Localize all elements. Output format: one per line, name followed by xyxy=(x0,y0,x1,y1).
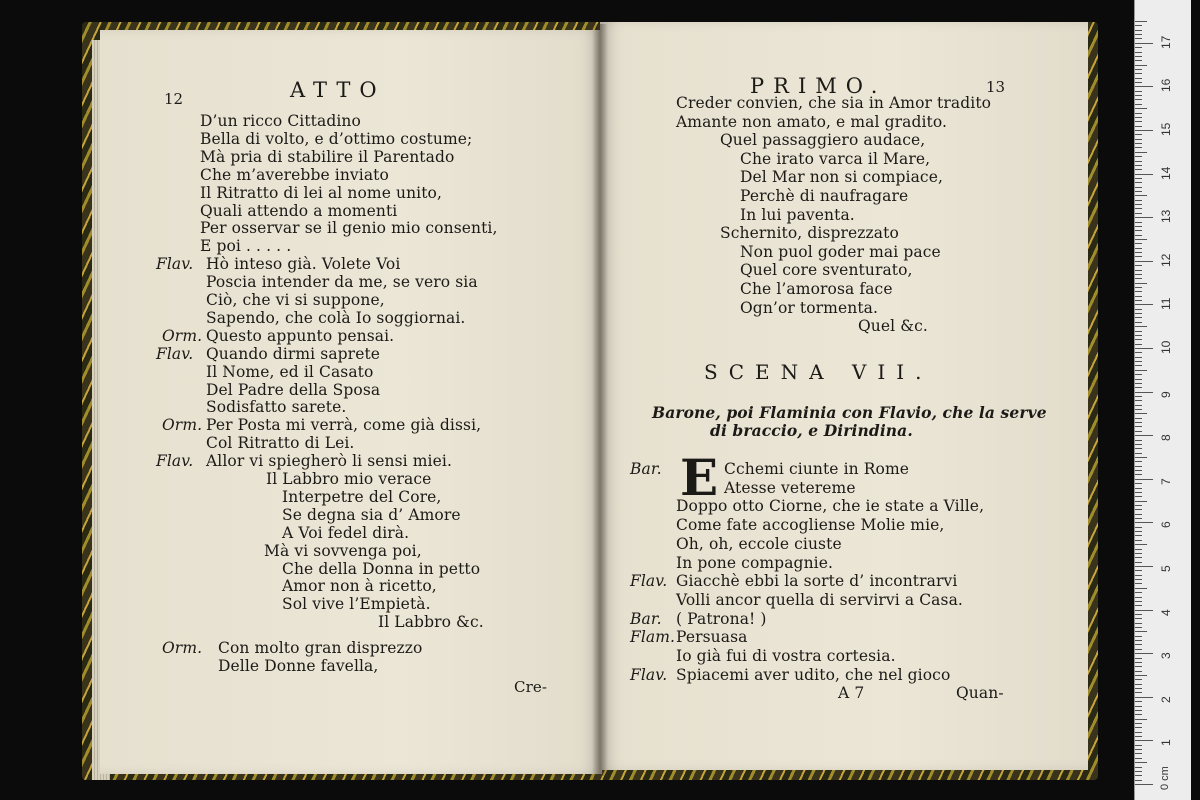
ruler-tick xyxy=(1135,597,1142,598)
verse-line: Del Mar non si compiace, xyxy=(740,168,944,187)
verse-line: Per Posta mi verrà, come già dissi, xyxy=(206,416,482,435)
ruler-number: 5 xyxy=(1159,565,1173,572)
ruler-tick xyxy=(1135,78,1142,79)
ruler-tick xyxy=(1135,165,1142,166)
dialogue-line: Giacchè ebbi la sorte d’ incontrarvi xyxy=(676,572,958,591)
ruler-tick xyxy=(1135,535,1142,536)
ruler-number: 2 xyxy=(1159,696,1173,703)
ruler-tick xyxy=(1135,409,1142,410)
verse-line: Se degna sia d’ Amore xyxy=(282,505,461,524)
verse-line: Col Ritratto di Lei. xyxy=(206,434,355,453)
ruler-tick xyxy=(1135,453,1142,454)
verse-line: Allor vi spiegherò li sensi miei. xyxy=(206,452,452,471)
left-catchword: Cre- xyxy=(514,678,547,696)
ruler-tick xyxy=(1135,653,1153,654)
ruler-number: 12 xyxy=(1159,253,1173,267)
verse-line: Perchè di naufragare xyxy=(740,187,909,205)
verse-line: Quel &c. xyxy=(858,317,928,336)
ruler-tick xyxy=(1135,658,1142,659)
ruler-tick xyxy=(1135,357,1142,358)
dialogue-line: In pone compagnie. xyxy=(676,553,834,572)
ruler-tick xyxy=(1135,69,1142,70)
dialogue-line: Come fate accogliense Molie mie, xyxy=(676,516,945,535)
ruler-tick xyxy=(1135,243,1142,244)
ruler-tick xyxy=(1135,771,1142,772)
ruler-tick xyxy=(1135,169,1142,170)
ruler-tick xyxy=(1135,52,1142,53)
ruler-tick xyxy=(1135,60,1142,61)
ruler-tick xyxy=(1135,156,1142,157)
verse-line: Schernito, disprezzato xyxy=(720,224,899,243)
ruler-tick xyxy=(1135,592,1142,593)
ruler-number: 9 xyxy=(1159,390,1173,398)
speaker-label: Flam. xyxy=(630,628,676,647)
ruler-tick xyxy=(1135,492,1142,493)
verse-line: Quel core sventurato, xyxy=(740,261,913,280)
ruler-tick xyxy=(1135,527,1142,528)
ruler-tick xyxy=(1135,684,1142,685)
ruler-number: 13 xyxy=(1159,209,1173,224)
ruler-tick xyxy=(1135,749,1142,750)
ruler-tick xyxy=(1135,56,1142,57)
ruler-tick xyxy=(1135,86,1153,87)
ruler-tick xyxy=(1135,104,1142,105)
verse-line: Il Nome, ed il Casato xyxy=(206,362,374,381)
ruler-number: 8 xyxy=(1159,434,1173,442)
ruler-tick xyxy=(1135,200,1142,201)
ruler-tick xyxy=(1135,418,1142,419)
ruler-tick xyxy=(1135,745,1142,746)
ruler-tick xyxy=(1135,278,1142,279)
ruler-tick xyxy=(1135,95,1142,96)
ruler-tick xyxy=(1135,30,1142,31)
speaker-label: Bar. xyxy=(630,609,662,628)
ruler-tick xyxy=(1135,204,1142,205)
ruler-tick xyxy=(1135,583,1142,584)
ruler-tick xyxy=(1135,679,1142,680)
ruler-tick xyxy=(1135,182,1142,183)
ruler-tick xyxy=(1135,732,1142,733)
ruler-tick xyxy=(1135,736,1142,737)
ruler-tick xyxy=(1135,710,1142,711)
left-page-number: 12 xyxy=(164,90,184,108)
ruler-tick xyxy=(1135,719,1147,720)
ruler-tick xyxy=(1135,213,1142,214)
ruler-tick xyxy=(1135,130,1153,131)
ruler-tick xyxy=(1135,727,1142,728)
speaker-label: Flav. xyxy=(156,255,194,274)
ruler-tick xyxy=(1135,139,1142,140)
ruler-tick xyxy=(1135,348,1153,349)
verse-line: Il Labbro mio verace xyxy=(266,470,432,488)
ruler-tick xyxy=(1135,178,1142,179)
ruler-tick xyxy=(1135,73,1142,74)
dialogue-line: Volli ancor quella di servirvi a Casa. xyxy=(676,590,963,609)
speaker-label: Flav. xyxy=(630,665,668,684)
verse-line: Ciò, che vi si suppone, xyxy=(206,291,385,309)
verse-line: Mà pria di stabilire il Parentado xyxy=(200,147,455,166)
verse-line: Mà vi sovvenga poi, xyxy=(264,541,422,560)
ruler-tick xyxy=(1135,701,1142,702)
ruler-tick xyxy=(1135,784,1153,785)
dialogue-line: ( Patrona! ) xyxy=(676,609,767,628)
ruler-tick xyxy=(1135,780,1142,781)
ruler-tick xyxy=(1135,317,1142,318)
ruler-tick xyxy=(1135,540,1142,541)
verse-line: Che l’amorosa face xyxy=(740,280,893,298)
ruler-tick xyxy=(1135,775,1142,776)
ruler-tick xyxy=(1135,400,1142,401)
ruler-tick xyxy=(1135,38,1142,39)
ruler-tick xyxy=(1135,706,1142,707)
ruler-tick xyxy=(1135,222,1142,223)
ruler-tick xyxy=(1135,440,1142,441)
scene-title: SCENA VII. xyxy=(704,360,933,384)
ruler-tick xyxy=(1135,496,1142,497)
verse-line: Interpetre del Core, xyxy=(282,487,442,506)
ruler-tick xyxy=(1135,379,1142,380)
ruler-tick xyxy=(1135,570,1142,571)
ruler-tick xyxy=(1135,274,1142,275)
verse-line: Del Padre della Sposa xyxy=(206,380,381,399)
verse-line: Con molto gran disprezzo xyxy=(218,639,423,658)
verse-line: Quando dirmi saprete xyxy=(206,344,381,363)
ruler-tick xyxy=(1135,588,1147,589)
verse-line: Delle Donne favella, xyxy=(218,657,379,675)
ruler-number: 11 xyxy=(1159,297,1173,311)
verse-line: Sodisfatto sarete. xyxy=(206,398,347,417)
verse-line: In lui paventa. xyxy=(740,205,855,224)
ruler-tick xyxy=(1135,618,1142,619)
ruler-tick xyxy=(1135,161,1142,162)
ruler-tick xyxy=(1135,649,1142,650)
verse-line: D’un ricco Cittadino xyxy=(200,112,361,130)
ruler-tick xyxy=(1135,531,1142,532)
dialogue-line: Spiacemi aver udito, che nel gioco xyxy=(676,665,951,684)
verse-line: E poi . . . . . xyxy=(200,237,292,256)
verse-line: Per osservar se il genio mio consenti, xyxy=(200,219,498,238)
ruler-tick xyxy=(1135,644,1142,645)
verse-line: Che m’averebbe inviato xyxy=(200,165,389,184)
verse-line: Creder convien, che sia in Amor tradito xyxy=(676,94,992,112)
ruler-tick xyxy=(1135,723,1142,724)
ruler-tick xyxy=(1135,627,1142,628)
ruler-tick xyxy=(1135,466,1142,467)
ruler-number: 15 xyxy=(1159,122,1173,136)
ruler-tick xyxy=(1135,43,1153,44)
dialogue-line: Persuasa xyxy=(676,628,748,647)
ruler-tick xyxy=(1135,544,1147,545)
verse-line: Il Ritratto di lei al nome unito, xyxy=(200,183,442,202)
ruler-tick xyxy=(1135,740,1153,741)
ruler-tick xyxy=(1135,575,1142,576)
ruler-tick xyxy=(1135,553,1142,554)
ruler-number: 10 xyxy=(1159,340,1173,354)
ruler-tick xyxy=(1135,265,1142,266)
ruler-number: 6 xyxy=(1159,521,1173,529)
drop-cap: E xyxy=(680,448,719,507)
speaker-label: Flav. xyxy=(156,344,194,363)
ruler-tick xyxy=(1135,448,1142,449)
ruler-number: 7 xyxy=(1159,478,1173,485)
ruler-tick xyxy=(1135,431,1142,432)
ruler-tick xyxy=(1135,374,1142,375)
ruler-tick xyxy=(1135,697,1153,698)
ruler-tick xyxy=(1135,753,1142,754)
ruler-tick xyxy=(1135,335,1142,336)
ruler-tick xyxy=(1135,235,1142,236)
verse-line: Quali attendo a momenti xyxy=(200,201,398,220)
ruler-tick xyxy=(1135,435,1153,436)
ruler-tick xyxy=(1135,99,1142,100)
ruler-tick xyxy=(1135,300,1142,301)
ruler-tick xyxy=(1135,91,1142,92)
signature-mark: A 7 xyxy=(838,684,865,702)
ruler-tick xyxy=(1135,631,1147,632)
ruler-tick xyxy=(1135,309,1142,310)
ruler-tick xyxy=(1135,640,1142,641)
speaker-label: Orm. xyxy=(162,416,203,435)
ruler-tick xyxy=(1135,579,1142,580)
ruler-tick xyxy=(1135,296,1142,297)
book-gutter xyxy=(592,24,608,776)
ruler-tick xyxy=(1135,47,1142,48)
dialogue-line: Io già fui di vostra cortesia. xyxy=(676,647,896,665)
ruler-tick xyxy=(1135,470,1142,471)
ruler-tick xyxy=(1135,666,1142,667)
ruler-tick xyxy=(1135,483,1142,484)
left-page xyxy=(100,30,602,774)
ruler-tick xyxy=(1135,25,1142,26)
ruler-tick xyxy=(1135,339,1142,340)
ruler-tick xyxy=(1135,383,1142,384)
ruler-number: 16 xyxy=(1159,79,1173,93)
ruler-tick xyxy=(1135,762,1147,763)
ruler-tick xyxy=(1135,396,1142,397)
ruler-tick xyxy=(1135,217,1153,218)
ruler-tick xyxy=(1135,562,1142,563)
ruler-tick xyxy=(1135,623,1142,624)
dialogue-line: Doppo otto Ciorne, che ie state a Ville, xyxy=(676,497,985,516)
verse-line: Sapendo, che colà Io soggiornai. xyxy=(206,308,466,327)
ruler-tick xyxy=(1135,636,1142,637)
speaker-label: Bar. xyxy=(630,460,662,478)
ruler-number: 14 xyxy=(1159,166,1173,180)
ruler-tick xyxy=(1135,113,1142,114)
verse-line: Ogn’or tormenta. xyxy=(740,298,879,317)
ruler-tick xyxy=(1135,509,1142,510)
ruler-tick xyxy=(1135,261,1153,262)
ruler-tick xyxy=(1135,605,1142,606)
ruler-number: 3 xyxy=(1159,652,1173,660)
verse-line: Che della Donna in petto xyxy=(282,559,481,578)
ruler-number: 1 xyxy=(1159,739,1173,747)
ruler-tick xyxy=(1135,121,1142,122)
ruler-tick xyxy=(1135,692,1142,693)
ruler-tick xyxy=(1135,256,1142,257)
ruler-tick xyxy=(1135,331,1142,332)
ruler-unit-label: 0 cm xyxy=(1159,766,1171,790)
ruler-tick xyxy=(1135,522,1153,523)
verse-line: Questo appunto pensai. xyxy=(206,326,395,345)
right-page-number: 13 xyxy=(986,78,1006,96)
verse-line: Non puol goder mai pace xyxy=(740,242,941,261)
ruler-tick xyxy=(1135,671,1142,672)
right-catchword: Quan- xyxy=(956,684,1004,702)
ruler-tick xyxy=(1135,230,1142,231)
ruler-tick xyxy=(1135,392,1153,393)
ruler-tick xyxy=(1135,662,1142,663)
ruler-tick xyxy=(1135,270,1142,271)
ruler-tick xyxy=(1135,549,1142,550)
ruler-tick xyxy=(1135,557,1142,558)
ruler-tick xyxy=(1135,488,1142,489)
ruler-tick xyxy=(1135,514,1142,515)
verse-line: Amante non amato, e mal gradito. xyxy=(676,112,948,131)
ruler-tick xyxy=(1135,283,1147,284)
scene-direction-line-1: Barone, poi Flaminia con Flavio, che la serve xyxy=(652,403,1047,422)
ruler-tick xyxy=(1135,195,1147,196)
ruler-tick xyxy=(1135,714,1142,715)
ruler-tick xyxy=(1135,152,1147,153)
ruler-tick xyxy=(1135,370,1147,371)
ruler-tick xyxy=(1135,291,1142,292)
dialogue-line: Cchemi ciunte in Rome xyxy=(724,460,910,478)
ruler-tick xyxy=(1135,322,1142,323)
right-running-header: PRIMO. xyxy=(750,74,887,98)
ruler-tick xyxy=(1135,226,1142,227)
ruler-tick xyxy=(1135,479,1153,480)
speaker-label: Orm. xyxy=(162,639,203,658)
ruler-tick xyxy=(1135,601,1142,602)
ruler-number: 4 xyxy=(1159,608,1173,616)
ruler-tick xyxy=(1135,117,1142,118)
verse-line: Che irato varca il Mare, xyxy=(740,149,931,168)
ruler-tick xyxy=(1135,688,1142,689)
ruler-tick xyxy=(1135,474,1142,475)
ruler-tick xyxy=(1135,457,1147,458)
ruler-tick xyxy=(1135,313,1142,314)
ruler-tick xyxy=(1135,344,1142,345)
ruler-tick xyxy=(1135,405,1142,406)
ruler-tick xyxy=(1135,758,1142,759)
ruler-tick xyxy=(1135,82,1142,83)
ruler-tick xyxy=(1135,34,1142,35)
ruler-tick xyxy=(1135,387,1142,388)
ruler-tick xyxy=(1135,767,1142,768)
verse-line: Quel passaggiero audace, xyxy=(720,131,926,150)
ruler-tick xyxy=(1135,65,1147,66)
ruler-tick xyxy=(1135,614,1142,615)
verse-line: Poscia intender da me, se vero sia xyxy=(206,273,478,292)
ruler-tick xyxy=(1135,287,1142,288)
speaker-label: Flav. xyxy=(156,452,194,471)
dialogue-line: Atesse vetereme xyxy=(724,478,856,497)
ruler-tick xyxy=(1135,134,1142,135)
speaker-label: Flav. xyxy=(630,572,668,591)
ruler-tick xyxy=(1135,365,1142,366)
ruler-tick xyxy=(1135,610,1153,611)
ruler-tick xyxy=(1135,566,1153,567)
ruler-tick xyxy=(1135,248,1142,249)
ruler-tick xyxy=(1135,413,1147,414)
ruler-tick xyxy=(1135,518,1142,519)
ruler-tick xyxy=(1135,426,1142,427)
ruler-tick xyxy=(1135,444,1142,445)
ruler-tick xyxy=(1135,174,1153,175)
scene-direction-line-2: di braccio, e Dirindina. xyxy=(710,421,913,440)
ruler-tick xyxy=(1135,422,1142,423)
speaker-label: Orm. xyxy=(162,326,203,345)
ruler-tick xyxy=(1135,143,1142,144)
ruler-tick xyxy=(1135,326,1147,327)
ruler-number: 17 xyxy=(1159,35,1173,49)
left-running-header: ATTO xyxy=(290,78,386,102)
verse-line: Il Labbro &c. xyxy=(378,613,484,632)
ruler-tick xyxy=(1135,108,1147,109)
ruler-tick xyxy=(1135,187,1142,188)
ruler-tick xyxy=(1135,501,1147,502)
ruler-tick xyxy=(1135,675,1147,676)
verse-line: A Voi fedel dirà. xyxy=(282,523,410,542)
ruler-tick xyxy=(1135,147,1142,148)
ruler-tick xyxy=(1135,239,1147,240)
ruler-tick xyxy=(1135,505,1142,506)
right-page xyxy=(600,22,1088,770)
measurement-ruler xyxy=(1134,0,1191,800)
ruler-tick xyxy=(1135,208,1142,209)
verse-line: Hò inteso già. Volete Voi xyxy=(206,255,401,274)
ruler-tick xyxy=(1135,361,1142,362)
dialogue-line: Oh, oh, eccole ciuste xyxy=(676,534,842,553)
ruler-tick xyxy=(1135,191,1142,192)
ruler-tick xyxy=(1135,252,1142,253)
ruler-tick xyxy=(1135,461,1142,462)
ruler-tick xyxy=(1135,304,1153,305)
ruler-tick xyxy=(1135,126,1142,127)
verse-line: Sol vive l’Empietà. xyxy=(282,595,431,614)
ruler-tick xyxy=(1135,21,1147,22)
verse-line: Bella di volto, e d’ottimo costume; xyxy=(200,129,473,148)
ruler-tick xyxy=(1135,352,1142,353)
verse-line: Amor non à ricetto, xyxy=(282,577,437,596)
